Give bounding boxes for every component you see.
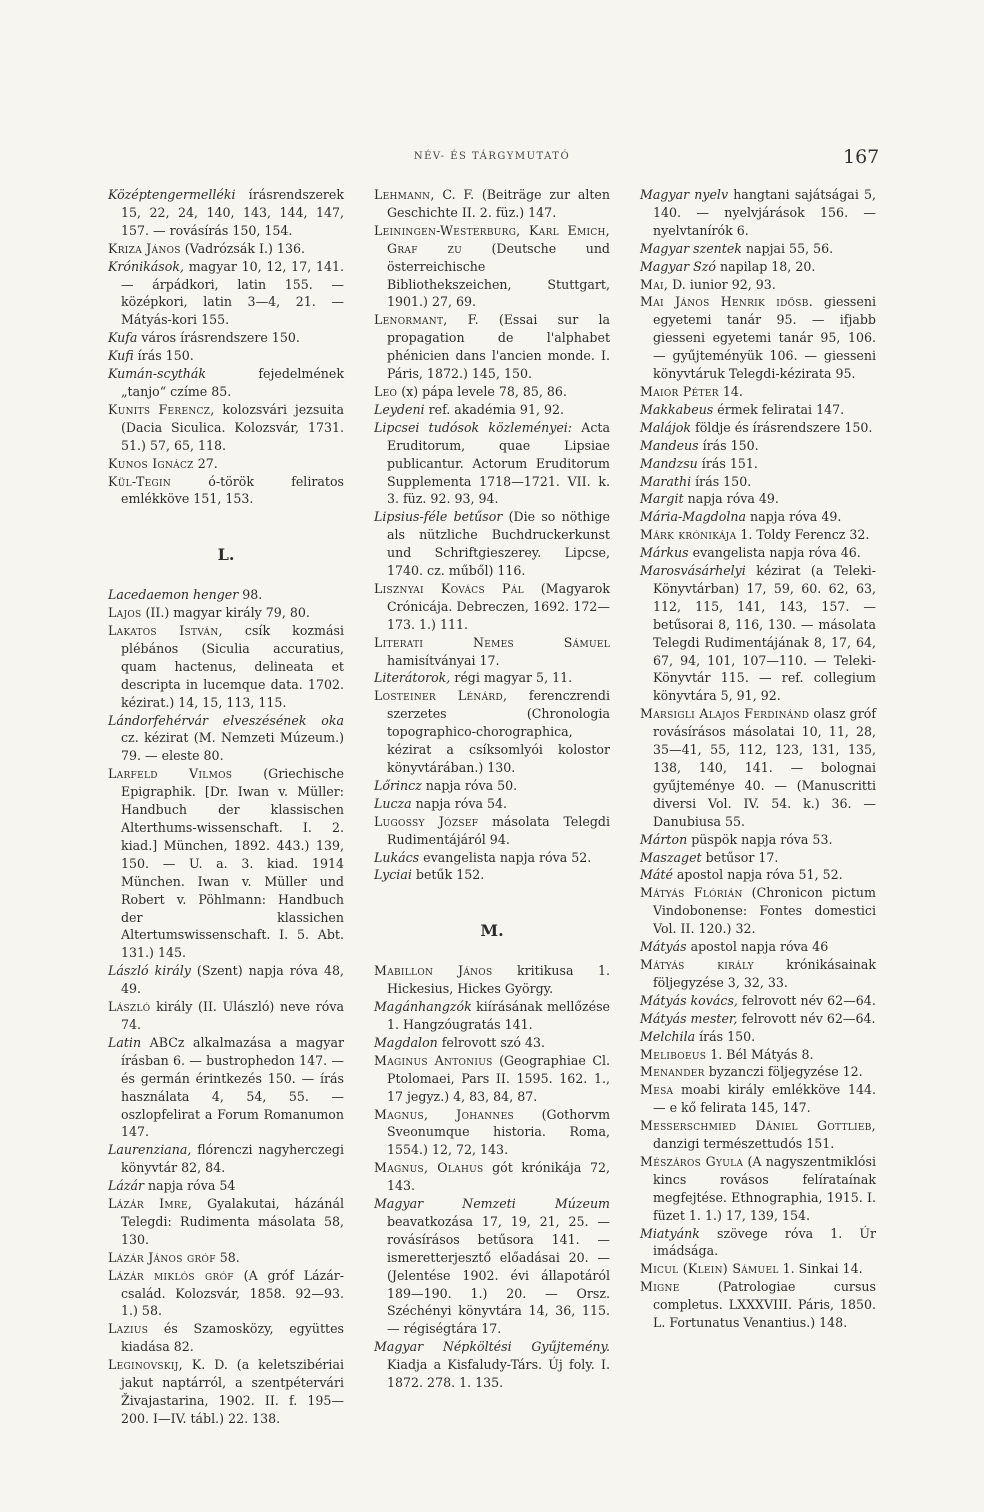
entry-headword: Migne <box>640 1279 680 1295</box>
entry-headword: Lukács <box>374 849 420 865</box>
index-entry <box>640 276 876 294</box>
entry-headword: Lőrincz <box>374 777 422 793</box>
index-entry <box>640 544 876 562</box>
index-column-2 <box>374 186 610 1392</box>
index-entry <box>374 849 610 867</box>
entry-headword: Lacedaemon henger <box>108 587 239 603</box>
entry-headword: Menander <box>640 1064 705 1080</box>
entry-headword: Lazius <box>108 1321 149 1337</box>
index-entry <box>108 622 344 712</box>
entry-headword: Makkabeus <box>640 401 714 417</box>
index-entry <box>640 884 876 938</box>
entry-text: másolata Telegdi Rudimentájáról 94. <box>387 813 610 847</box>
entry-headword: Lisznyai Kovács Pál <box>374 580 524 596</box>
entry-text: hangtani sajátságai 5, 140. — nyelvjárások 156. — nyelvtanírók 6. <box>653 187 876 238</box>
entry-headword: Lázár Imre, <box>108 1196 193 1212</box>
index-entry <box>374 866 610 884</box>
index-entry <box>640 562 876 705</box>
entry-text: napilap 18, 20. <box>715 258 816 274</box>
index-entry <box>108 765 344 962</box>
entry-headword: Losteiner Lénárd, <box>374 688 508 704</box>
entry-headword: Kumán-scythák <box>108 366 207 382</box>
entry-text: 1. Sinkai 14. <box>778 1261 863 1277</box>
entry-headword: Maior Péter <box>640 383 719 399</box>
entry-text: giesseni egyetemi tanár 95. — ifjabb giesseni egyetemi tanár 95, 106. — gyűjteményük 106. — giesseni könyvtáruk Telegdi-kézirata 95. <box>653 294 876 382</box>
entry-text: napja róva 49. <box>745 509 842 525</box>
index-entry <box>374 795 610 813</box>
index-entry <box>640 1260 876 1278</box>
entry-text: fejedelmének „tanjo“ czíme 85. <box>121 366 344 399</box>
index-entry <box>640 419 876 437</box>
index-entry <box>640 992 876 1010</box>
index-entry <box>374 1034 610 1052</box>
index-entry <box>374 508 610 580</box>
entry-text: betűsor 17. <box>701 849 779 865</box>
entry-headword: Lakatos István, <box>108 623 223 639</box>
entry-headword: Mátyás király <box>640 956 754 972</box>
entry-text: K. D. (a keletszibériai jakut naptárról, a szentpétervári Živajastarina, 1902. II. f. 195—200. I—IV. tábl.) 22. 138. <box>121 1357 344 1426</box>
entry-headword: Lenormant, <box>374 312 448 328</box>
entry-headword: Marathi <box>640 473 692 489</box>
entry-text: (A nagyszentmiklósi kincs rovásos felírataínak megfejtése. Ethnographia, 1915. I. füzet 1. 1.) 17, 139, 154. <box>653 1153 876 1223</box>
entry-text: 27. <box>193 455 218 471</box>
index-entry <box>640 956 876 992</box>
entry-headword: Leydeni <box>374 401 425 417</box>
index-entry <box>640 186 876 240</box>
entry-text: (II.) magyar király 79, 80. <box>141 605 310 621</box>
entry-text: város írásrendszere 150. <box>137 330 300 346</box>
index-entry <box>640 401 876 419</box>
index-entry <box>374 669 610 687</box>
entry-headword: Lándorfehérvár elveszésének oka <box>108 712 344 728</box>
entry-text: csík kozmási plébános (Siculia accuratius, quam hactenus, delineata et descripta in lucemque data. 1702. kézirat.) 14, 15, 113, 115. <box>121 623 344 710</box>
entry-text: (Deutsche und österreichische Bibliothekszeichen, Stuttgart, 1901.) 27, 69. <box>387 240 610 310</box>
index-entry <box>108 240 344 258</box>
entry-text: byzanczi följegyzése 12. <box>704 1064 863 1080</box>
entry-text: felrovott név 62—64. <box>737 992 876 1008</box>
index-entry <box>640 866 876 884</box>
entry-headword: Lipsius-féle betűsor <box>374 509 503 525</box>
entry-headword: Magyar szentek <box>640 240 742 256</box>
index-entry <box>640 240 876 258</box>
index-entry <box>374 634 610 670</box>
entry-headword: Latin <box>108 1034 142 1050</box>
index-entry <box>374 580 610 634</box>
entry-text: flórenczi nagyherczegi könyvtár 82, 84. <box>121 1142 344 1176</box>
index-entry <box>108 473 344 509</box>
index-entry <box>374 222 610 312</box>
entry-headword: Mabillon János <box>374 963 493 979</box>
entry-text: földje és írásrendszere 150. <box>691 419 873 435</box>
entry-headword: Leo <box>374 383 398 399</box>
entry-headword: Magnus, Olahus <box>374 1160 484 1176</box>
index-entry <box>640 383 876 401</box>
index-entry <box>108 329 344 347</box>
index-entry <box>108 586 344 604</box>
index-entry <box>108 258 344 330</box>
entry-text: felrovott név 62—64. <box>737 1010 876 1026</box>
entry-headword: Melchila <box>640 1028 696 1044</box>
entry-text: kritikusa 1. Hickesius, Hickes György. <box>387 963 610 997</box>
entry-text: Kiadja a Kisfaludy-Társ. Új foly. I. 1872. 278. 1. 135. <box>387 1357 610 1391</box>
index-entry <box>108 962 344 998</box>
entry-headword: Miatyánk <box>640 1225 700 1241</box>
entry-text: Acta Eruditorum, quae Lipsiae publicantur. Actorum Eruditorum Supplementa 1718—1721. VII. k. 3. füz. 92. 93, 94. <box>387 419 610 507</box>
entry-text: ó-török feliratos emlékköve 151, 153. <box>121 473 344 507</box>
entry-headword: Márkus <box>640 545 689 561</box>
index-entry <box>374 1052 610 1106</box>
entry-text: 1. Bél Mátyás 8. <box>706 1046 814 1062</box>
index-entry <box>640 1028 876 1046</box>
entry-headword: Lugossy József <box>374 813 479 829</box>
entry-text: (Magyarok Crónicája. Debreczen, 1692. 172—173. 1.) 111. <box>387 580 610 632</box>
entry-headword: Mátyás mester, <box>640 1010 738 1026</box>
index-entry <box>640 455 876 473</box>
entry-text: és Szamosközy, együttes kiadása 82. <box>121 1321 344 1355</box>
index-entry <box>374 383 610 401</box>
index-entry <box>640 437 876 455</box>
entry-headword: Mai, <box>640 276 669 292</box>
index-entry <box>108 186 344 240</box>
entry-headword: Larfeld Vilmos <box>108 766 233 782</box>
entry-text: napjai 55, 56. <box>741 240 834 256</box>
index-entry <box>108 1141 344 1177</box>
entry-headword: Mandzsu <box>640 455 698 471</box>
index-entry <box>640 1081 876 1117</box>
entry-headword: Mesa <box>640 1082 674 1098</box>
entry-text: gót krónikája 72, 143. <box>387 1160 610 1194</box>
index-entry <box>640 293 876 383</box>
entry-headword: Krónikások, <box>108 258 184 274</box>
index-entry <box>640 705 876 830</box>
index-entry <box>374 401 610 419</box>
entry-headword: Kriza János <box>108 240 181 256</box>
entry-text: apostol napja róva 51, 52. <box>672 867 843 883</box>
entry-headword: Mandeus <box>640 437 699 453</box>
entry-text: (Patrologiae cursus completus. LXXXVIII. Páris, 1850. L. Fortunatus Venantius.) 148. <box>653 1279 876 1331</box>
entry-headword: Magdalon <box>374 1034 438 1050</box>
entry-headword: Literati Nemes Sámuel <box>374 634 610 650</box>
page-number: 167 <box>843 146 880 168</box>
entry-text: szövege róva 1. Úr imádsága. <box>653 1225 876 1259</box>
entry-text: (Geographiae Cl. Ptolomaei, Pars II. 1595. 162. 1., 17 jegyz.) 4, 83, 84, 87. <box>387 1052 610 1104</box>
entry-headword: Lázár miklós gróf <box>108 1267 234 1283</box>
entry-headword: Mai János Henrik idősb. <box>640 294 813 310</box>
entry-headword: László <box>108 999 151 1015</box>
entry-headword: Kunos Ignácz <box>108 455 194 471</box>
entry-headword: Messerschmied Dániel Gottlieb, <box>640 1118 876 1134</box>
index-column-1 <box>108 186 344 1428</box>
entry-text: 98. <box>238 587 263 603</box>
index-entry <box>374 186 610 222</box>
entry-headword: Lyciai <box>374 867 412 883</box>
index-entry <box>374 1195 610 1338</box>
entry-text: napja róva 54. <box>411 795 508 811</box>
entry-text: napja róva 49. <box>683 491 779 507</box>
entry-headword: Lázár <box>108 1178 145 1194</box>
entry-text: (x) pápa levele 78, 85, 86. <box>397 383 567 399</box>
entry-headword: Meliboeus <box>640 1046 707 1062</box>
index-entry <box>640 490 876 508</box>
index-entry <box>640 508 876 526</box>
index-entry <box>374 1159 610 1195</box>
entry-text: írás 150. <box>698 437 759 453</box>
entry-text: (A gróf Lázár-család. Kolozsvár, 1858. 92—93. 1.) 58. <box>121 1267 344 1319</box>
entry-headword: Marosvásárhelyi <box>640 563 746 579</box>
entry-headword: Magánhangzók <box>374 999 472 1015</box>
index-entry <box>374 962 610 998</box>
index-entry <box>374 998 610 1034</box>
entry-text: Gyalakutai, házánál Telegdi: Rudimenta másolata 58, 130. <box>121 1196 344 1247</box>
entry-text: moabi király emlékköve 144. — e kő felirata 145, 147. <box>653 1082 876 1116</box>
index-entry <box>374 813 610 849</box>
entry-text: C. F. (Beiträge zur alten Geschichte II. 2. füz.) 147. <box>387 187 610 220</box>
entry-text: danzigi természettudós 151. <box>653 1136 835 1152</box>
entry-text: evangelista napja róva 46. <box>688 545 861 561</box>
entry-headword: Lipcsei tudósok közleményei: <box>374 419 573 435</box>
entry-headword: Magyar nyelv <box>640 187 729 202</box>
entry-text: (Chronicon pictum Vindobonense: Fontes domestici Vol. II. 120.) 32. <box>653 885 876 937</box>
entry-headword: Mária-Magdolna <box>640 509 746 525</box>
entry-text: kiírásának mellőzése 1. Hangzóugratás 141. <box>387 999 610 1032</box>
index-entry <box>374 419 610 509</box>
entry-headword: Kunits Ferencz, <box>108 401 215 417</box>
entry-text: 58. <box>215 1249 240 1265</box>
entry-text: beavatkozása 17, 19, 21, 25. — rovásírásos betűsora 141. — ismeretterjesztő előadásai 20. — (Jelentése 1902. évi állapotáról 189—190. 1.) 20. — Orsz. Széchényi könyvtára 14, 36, 115. — régiségtára 17. <box>387 1213 610 1337</box>
entry-text: kézirat (a Teleki-Könyvtárban) 17, 59, 60. 62, 63, 112, 115, 141, 143, 157. — betűsorai 8, 116, 130. — másolata Telegdi Rudimentájának 8, 17, 64, 67, 94, 101, 107—110. — Teleki-Könyvtár 115. — ref. collegium könyvtára 5, 91, 92. <box>653 563 876 704</box>
entry-text: 1. Toldy Ferencz 32. <box>736 527 870 543</box>
index-entry <box>374 687 610 777</box>
entry-headword: Kufa <box>108 330 138 346</box>
entry-headword: Leiningen-Westerburg, Karl Emich, Graf zu <box>374 222 610 256</box>
index-entry <box>640 849 876 867</box>
entry-text: napja róva 54 <box>144 1178 236 1194</box>
running-title: NÉV- ÉS TÁRGYMUTATÓ <box>413 151 571 162</box>
entry-headword: Mátyás Flórián <box>640 885 743 901</box>
index-entry <box>640 258 876 276</box>
entry-text: írásrendszerek 15, 22, 24, 140, 143, 144, 147, 157. — rovásírás 150, 154. <box>121 187 344 238</box>
entry-headword: Lajos <box>108 605 142 621</box>
entry-headword: Maszaget <box>640 849 702 865</box>
entry-headword: Kufi <box>108 348 134 364</box>
entry-headword: Leginovskij, <box>108 1357 183 1373</box>
entry-headword: Márk krónikája <box>640 527 737 543</box>
index-entry <box>374 1338 610 1392</box>
index-entry <box>640 1278 876 1332</box>
entry-headword: Magnus, Johannes <box>374 1106 514 1122</box>
entry-headword: Laurenziana, <box>108 1142 192 1158</box>
entry-headword: László király <box>108 963 191 979</box>
index-entry <box>108 401 344 455</box>
entry-headword: Mátyás kovács, <box>640 992 738 1008</box>
entry-text: király (II. Ulászló) neve róva 74. <box>121 999 344 1032</box>
entry-headword: Középtengermelléki <box>108 187 236 202</box>
entry-text: apostol napja róva 46 <box>686 939 829 955</box>
entry-text: írás 150. <box>133 348 194 364</box>
index-entry <box>640 1063 876 1081</box>
entry-headword: Márton <box>640 831 688 847</box>
entry-text: F. (Essai sur la propagation de l'alphabet phénicien dans l'ancien monde. I. Páris, 1872.) 145, 150. <box>387 312 610 382</box>
index-entry <box>108 998 344 1034</box>
index-entry <box>640 1117 876 1153</box>
entry-text: írás 150. <box>691 473 752 489</box>
entry-text: hamisítványai 17. <box>387 652 500 668</box>
index-entry <box>108 1320 344 1356</box>
entry-headword: Magyar Nemzeti Múzeum <box>374 1196 610 1212</box>
index-entry <box>640 831 876 849</box>
entry-headword: Micul (Klein) Sámuel <box>640 1261 779 1277</box>
entry-headword: Margit <box>640 491 684 507</box>
entry-headword: Magyar Népköltési Gyűjtemény. <box>374 1339 610 1355</box>
entry-text: érmek feliratai 147. <box>713 401 845 417</box>
index-entry <box>374 1106 610 1160</box>
entry-headword: Kül-Tegin <box>108 473 172 489</box>
entry-text: írás 151. <box>697 455 758 471</box>
section-letter: M. <box>480 921 504 941</box>
entry-text: betűk 152. <box>411 867 485 883</box>
entry-text: napja róva 50. <box>421 777 518 793</box>
entry-text: régi magyar 5, 11. <box>450 670 573 686</box>
entry-text: (Vadrózsák I.) 136. <box>180 240 305 256</box>
entry-text: ref. akadémia 91, 92. <box>424 401 564 417</box>
index-entry <box>640 526 876 544</box>
index-entry <box>108 1356 344 1428</box>
entry-headword: Marsigli Alajos Ferdinánd <box>640 706 810 722</box>
index-entry <box>640 1153 876 1225</box>
entry-text: ABCz alkalmazása a magyar írásban 6. — bustrophedon 147. — és germán érintkezés 150. — írás használata 4, 54, 55. — oszlopfelirat a Forum Romanumon 147. <box>121 1034 344 1140</box>
index-entry <box>108 1249 344 1267</box>
entry-headword: Maginus Antonius <box>374 1052 493 1068</box>
entry-text: (Szent) napja róva 48, 49. <box>121 963 344 997</box>
index-entry <box>108 712 344 766</box>
entry-text: kolozsvári jezsuita (Dacia Siculica. Kolozsvár, 1731. 51.) 57, 65, 118. <box>121 401 344 453</box>
index-entry <box>108 347 344 365</box>
entry-text: cz. kézirat (M. Nemzeti Múzeum.) 79. — eleste 80. <box>121 730 344 764</box>
entry-text: evangelista napja róva 52. <box>419 849 592 865</box>
index-entry <box>640 473 876 491</box>
entry-headword: Malájok <box>640 419 692 435</box>
index-entry <box>108 1177 344 1195</box>
entry-headword: Literátorok, <box>374 670 451 686</box>
index-entry <box>108 365 344 401</box>
index-entry <box>108 1034 344 1141</box>
entry-text: ferenczrendi szerzetes (Chronologia topographico-chorographica, kézirat a csíksomlyói kolostor könyvtárában.) 130. <box>387 688 610 775</box>
entry-headword: Mészáros Gyula <box>640 1153 744 1169</box>
entry-headword: Magyar Szó <box>640 258 716 274</box>
entry-text: felrovott szó 43. <box>437 1034 546 1050</box>
index-entry <box>108 1267 344 1321</box>
section-letter: L. <box>217 545 235 565</box>
entry-headword: Lehmann, <box>374 187 435 202</box>
index-entry <box>640 1046 876 1064</box>
index-entry <box>640 1225 876 1261</box>
index-entry <box>640 1010 876 1028</box>
index-entry <box>108 1195 344 1249</box>
entry-text: (Griechische Epigraphik. [Dr. Iwan v. Müller: Handbuch der klassischen Alterthums-wissenschaft. I. 2. kiad.] München, 1892. 443.) 139, 150. — U. a. 3. kiad. 1914 München. Iwan v. Müller und Robert v. Pöhlmann: Handbuch der klassichen Altertumswissenschaft. I. 5. Abt. 131.) 145. <box>121 766 344 961</box>
entry-text: D. iunior 92, 93. <box>668 276 776 292</box>
entry-text: 14. <box>718 383 743 399</box>
entry-text: olasz gróf rovásírásos másolatai 10, 11, 28, 35—41, 55, 112, 123, 131, 135, 138, 140, 141. — bolognai gyűjteménye 40. — (Manuscritti diversi Vol. IV. 54. k.) 36. — Danubiusa 55. <box>653 706 876 829</box>
index-entry <box>374 311 610 383</box>
index-entry <box>374 777 610 795</box>
index-entry <box>108 604 344 622</box>
index-entry <box>640 938 876 956</box>
entry-text: (Die so nöthige als nützliche Buchdruckerkunst und Schriftgieszerey. Lipcse, 1740. cz. műből) 116. <box>387 509 611 579</box>
entry-headword: Lázár János gróf <box>108 1249 216 1265</box>
entry-text: (Gothorvm Sveonumque historia. Roma, 1554.) 12, 72, 143. <box>387 1106 611 1158</box>
index-entry <box>108 455 344 473</box>
entry-text: krónikásainak följegyzése 3, 32, 33. <box>653 956 876 990</box>
index-column-3 <box>640 186 876 1332</box>
entry-text: magyar 10, 12, 17, 141. — árpádkori, latin 155. — középkori, latin 3—4, 21. — Mátyás-kori 155. <box>121 258 344 328</box>
entry-text: püspök napja róva 53. <box>687 831 833 847</box>
entry-headword: Mátyás <box>640 939 687 955</box>
entry-text: írás 150. <box>695 1028 756 1044</box>
entry-headword: Máté <box>640 867 673 883</box>
entry-headword: Lucza <box>374 795 412 811</box>
